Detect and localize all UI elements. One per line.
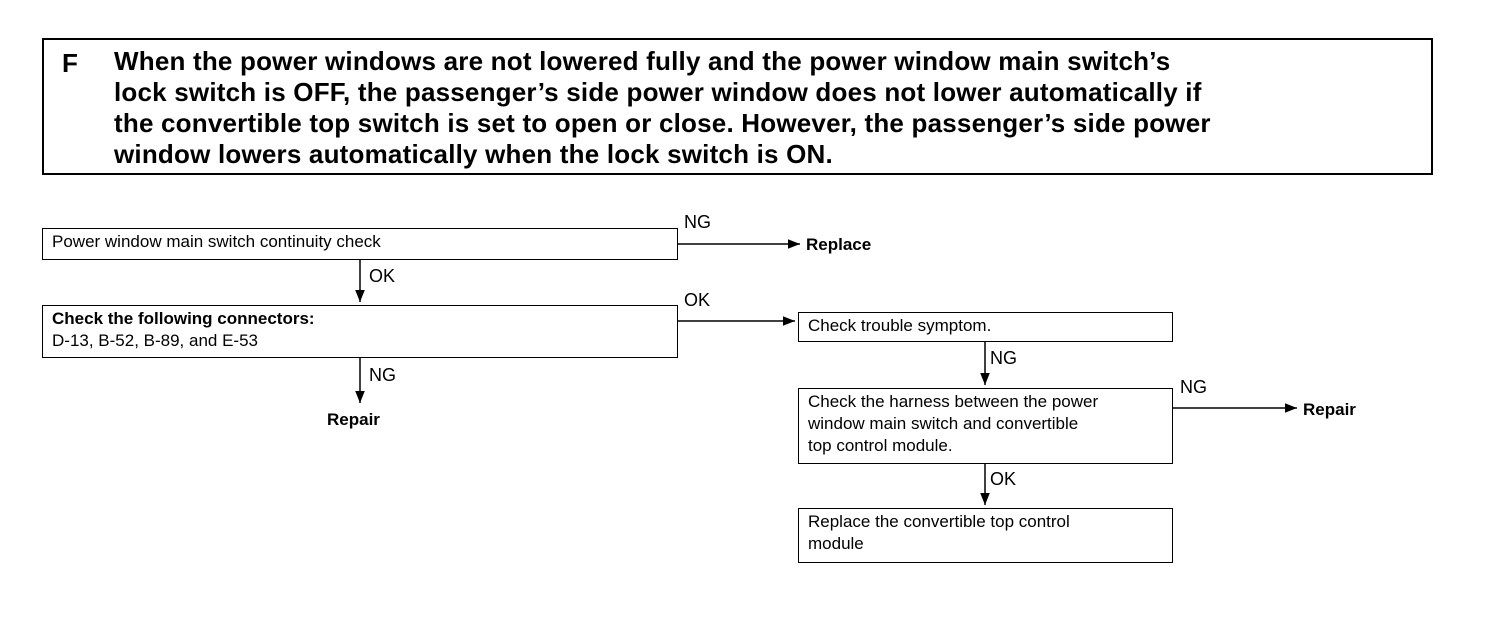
node-main-switch-check: Power window main switch continuity check [42,228,678,260]
terminal-replace: Replace [806,235,872,254]
node-connectors-title: Check the following connectors: [52,309,315,328]
node-trouble-symptom: Check trouble symptom. [798,312,1173,342]
edge-label-ok: OK [990,469,1017,489]
header-line: When the power windows are not lowered fully and the power window main switch’s [114,46,1171,76]
header-line: lock switch is OFF, the passenger’s side power window does not lower automatically if [114,77,1202,107]
edge-label-ok: OK [684,290,711,310]
edge-label-ng: NG [1180,377,1207,397]
node-harness-check: Check the harness between the power window main switch and convertible top control module. [798,388,1173,464]
edge-label-ng: NG [369,365,396,385]
header-letter: F [62,48,78,78]
header-line: window lowers automatically when the lock switch is ON. [114,139,833,169]
edge-label-ng: NG [990,348,1017,368]
edge-label-ng: NG [684,212,711,232]
edge-label-ok: OK [369,266,396,286]
node-connectors-check [42,305,678,358]
terminal-repair-right: Repair [1303,400,1356,419]
node-connectors-list: D-13, B-52, B-89, and E-53 [52,331,259,350]
header-line: the convertible top switch is set to open or close. However, the passenger’s side power [114,108,1211,138]
node-replace-module: Replace the convertible top control module [798,508,1173,563]
terminal-repair-left: Repair [327,410,380,429]
